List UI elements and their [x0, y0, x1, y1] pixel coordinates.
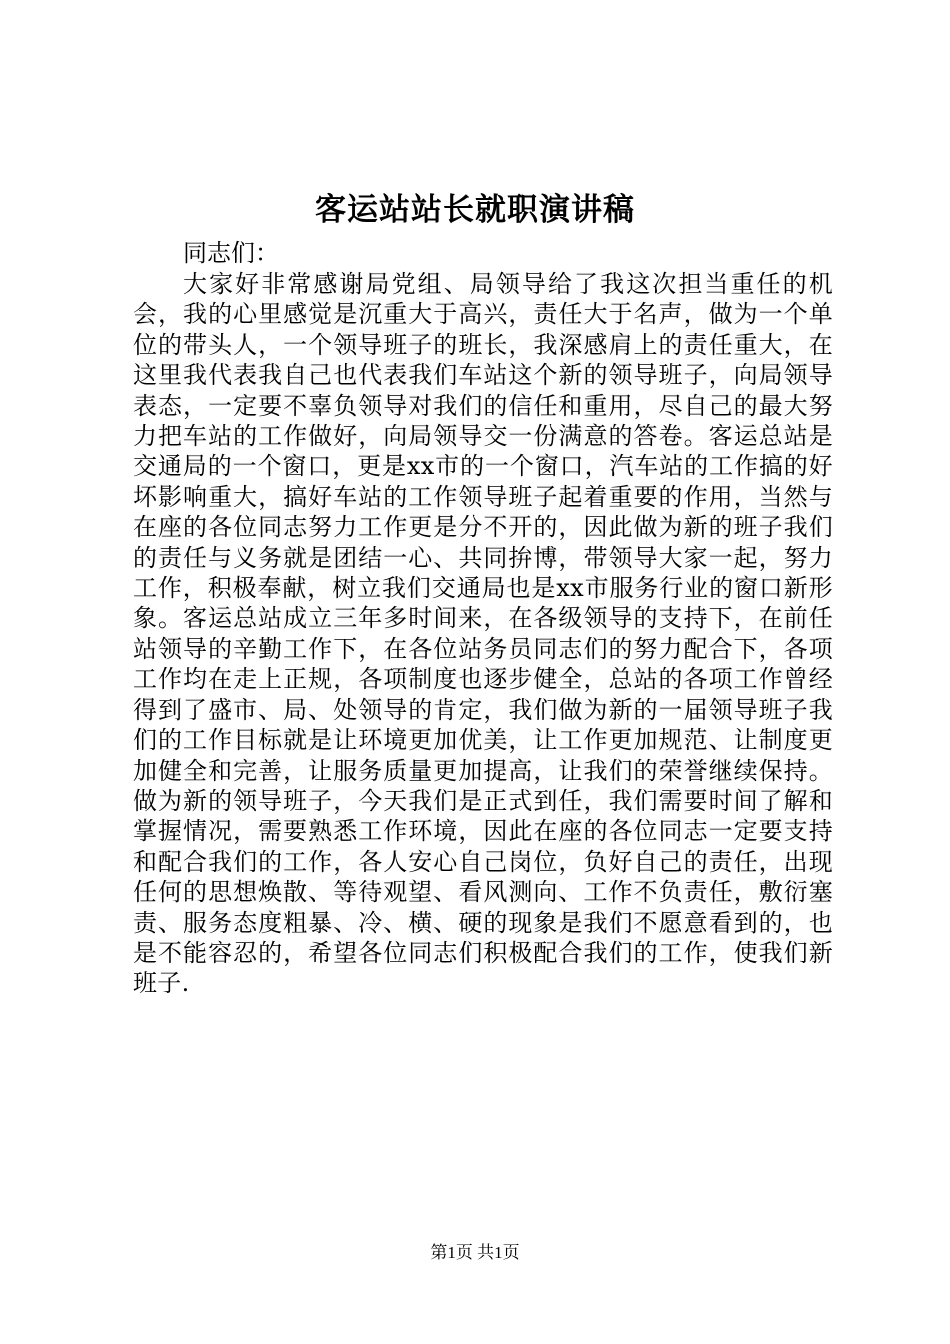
salutation: 同志们： [183, 239, 279, 267]
document-title: 客运站站长就职演讲稿 [315, 192, 635, 228]
page-number-footer: 第1页 共1页 [430, 1243, 520, 1262]
body-paragraph: 大家好非常感谢局党组、局领导给了我这次担当重任的机会，我的心里感觉是沉重大于高兴，责任大于名声，做为一个单位的带头人，一个领导班子的班长，我深感肩上的责任重大，在这里我代表我自己也代表我们车站这个新的领导班子，向局领导表态，一定要不辜负领导对我们的信任和重用，尽自己的最大努力把车站的工作做好，向局领导交一份满意的答卷。客运总站是交通局的一个窗口，更是xx市的一个窗口，汽车站的工作搞的好坏影响重大，搞好车站的工作领导班子起着重要的作用，当然与在座的各位同志努力工作更是分不开的，因此做为新的班子我们的责任与义务就是团结一心、共同拚博，带领导大家一起，努力工作，积极奉献，树立我们交通局也是xx市服务行业的窗口新形象。客运总站成立三年多时间来，在各级领导的支持下，在前任站领导的辛勤工作下，在各位站务员同志们的努力配合下，各项工作均在走上正规，各项制度也逐步健全，总站的各项工作曾经得到了盛市、局、处领导的肯定，我们做为新的一届领导班子我们的工作目标就是让环境更加优美，让工作更加规范、让制度更加健全和完善，让服务质量更加提高，让我们的荣誉继续保持。做为新的领导班子，今天我们是正式到任，我们需要时间了解和掌握情况，需要熟悉工作环境，因此在座的各位同志一定要支持和配合我们的工作，各人安心自己岗位，负好自己的责任，出现任何的思想焕散、等待观望、看风测向、工作不负责任，敷衍塞责、服务态度粗暴、冷、横、硬的现象是我们不愿意看到的，也是不能容忍的，希望各位同志们积极配合我们的工作，使我们新班子. [133, 270, 833, 998]
document-body [133, 238, 833, 999]
